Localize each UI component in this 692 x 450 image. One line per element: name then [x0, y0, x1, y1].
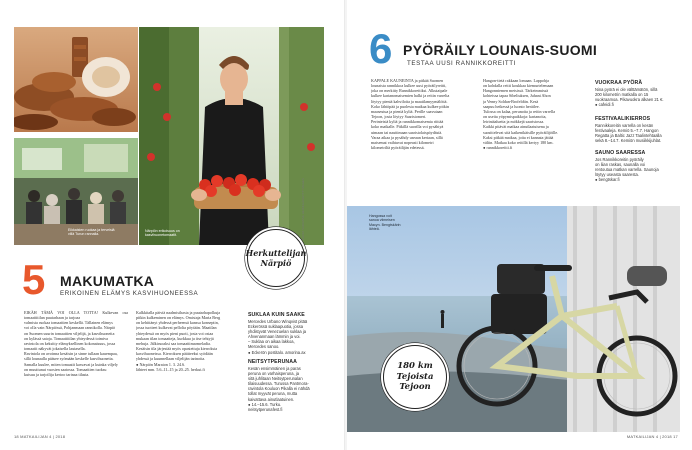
cafe-photo	[14, 138, 138, 245]
sidebar-heading-2: NEITSYTPERUNAA	[248, 359, 297, 365]
pastry-illustration	[14, 27, 138, 132]
tomato-illustration	[139, 27, 324, 245]
bike-caption: Hangossa voit sanoa viimeisen Macyn. Bengtskärin lähteä.	[369, 214, 401, 231]
sidebar-heading-2: FESTIVAALIKIERROS	[595, 116, 651, 122]
distance-stamp: 180 km Tejoista Tejoon	[383, 345, 447, 409]
headline: PYÖRÄILY LOUNAIS-SUOMI	[403, 42, 598, 58]
right-page	[347, 0, 692, 450]
herkuttelijan-stamp: Herkuttelijan Närpiö	[247, 229, 305, 287]
footer-right: MATKAILIJAN 4 | 2018 17	[626, 434, 678, 439]
cafe-caption: Eikkaisten ruokaa ja terveisiä villä Turun rannalla.	[68, 228, 115, 237]
body-column-1: KAPPALE KAUNEINTA ja pitkää Suomen lounaista rannikkoa kulkee uusi pyöräilyreitti, joka on merkitty Rannikkoreitiksi. Alkutaipale kulkee kartanomaisemien halki ja reitin varrelta löytyy pieniä kahviloita ja maatilamyymälöitä. Koko lähtöpää ja puolesta matkaa kulkee pitkin maaseutua ja pieniä kyliä. Perille saavutaan Tejoon, josta löytyy Saaristomeri. Perinteisiä kyliä ja rannikkomaisemia riittää koko matkalle. Pitkillä suorilla voi pysähtyä uimaan tai nauttimaan saaristolaispöydästä. Varaa aikaa ja pysähdy useaan kertaan, sillä maisemat vaihtuvat nopeasti kilometri kilometriltä pyöräilijän edetessä.	[371, 78, 450, 151]
headline: MAKUMATKA	[60, 273, 155, 289]
subheadline: TESTAA UUSI RANNIKKOREITTI	[407, 60, 516, 67]
section-number: 5	[22, 256, 46, 303]
sidebar-heading-1: SUKLAA KUIN SAAKE	[248, 312, 305, 318]
body-column-1: EIKÄH TÄMÄ VOI OLLA TOTTA! Kulkevan osa tomaattitilan puutarhaan ja tarjoaa valmista ruokaa tomaattien keskellä. Tällainen elämys voi olla vain Närpiössä, Pohjanmaan rannikolla. Närpiö on Suomen suurin tomaattien viljelijä, ja kasvihuoneita on kylässä satoja. Tomaattitilan yhteydessä toimiva ravintola on keksitty elämyksellinen kokonaisuus, jossa tomaatit näkyvät jokaisella lautasella. Ravintola on avoinna kesäisin ja sinne tullaan kauempaa, sillä lounaalla pääsee syömään keskelle kasvihuonetta. Samalla kuulee, miten tomaatit kasvavat ja kuinka viljely on muuttunut vuosien saatossa. Tomaattien tuoksu kutsuu ja tarjoilija kertoo tarinaa tilasta.	[24, 310, 128, 377]
sidebar-text-2: Rannikkoreitin varrella on kesän festivaaleja. Kemiö 5.–7.7. Hangon Regatta ja Baltic Jazz Taalintehtaalla sekä 8.–14.7. Kemiön musiikkijuhlat.	[595, 123, 662, 144]
greenhouse-caption: Närpiön erikoisuus on kasvihuonetomaatit.	[145, 229, 180, 238]
photo-credit: KUVAT SARIANNE HEIKKILÄ/GETTY IMAGES	[302, 178, 305, 240]
sidebar-heading-1: VUOKRAA PYÖRÄ	[595, 80, 643, 86]
left-page	[0, 0, 345, 450]
body-column-2: Kalkkitalla päiviä naalmisihasta ja puutarhapolkuja pitkin kulkeminen on elämys. Omistaja Maria Berg on kehittänyt yhdessä perheensä kanssa konseptin, jossa tuotteet kulkevat pellolta pöytään. Maatilan yhteydessä on myös pieni puoti, josta voi ostaa mukaan tilan tomaatteja, kurkkua ja itse tehtyjä mehuja. Jälkiruoaksi saa tomaattimarmeladia. Kesäisin tila järjestää myös opastettuja kierroksia kasvihuoneissa. Kierroksen päätteeksi syödään yhdessä ja kuunnellaan viljelijän tarinoita. ● Närpiön Maraton 1. 3. 24.6. lähteet mm. 5.6–11–15 ja 20–25. herkut.fi	[136, 310, 221, 372]
tomato-photo	[139, 27, 324, 245]
body-column-2: Hangon-tietä rakkaan lomaan. Lappohja on kohdalla reitti koukkaa kiemurtelemaan Hangonniemen metsissä. Tärkeimmissä kohteissa tapaa Sibeliuksen, Juhani Ahon ja Venny Soldan-Brofeldtin. Kesä saapuu hetkessä ja luonto heräilee. Tulossa on kalaa, perunoita ja reitin varrella on useita yöpymispaikkoja: kartanoita, leirintäalueita ja mökkejä saaristossa. Kaikki pitävät matkaa ainutlaatuisena ja suosittelevat sitä kaikenikäisille pyöräilijöille. Kaksi pitkää matkaa, joita ei kannata jättää väliin. Matkaa koko reitillä kertyy 180 km. ● rannikkoreitti.fi	[483, 78, 559, 151]
sidebar-text-1: Nina pyörä ei ole välttämätön, sillä 200 kilometrin matkalla on 15 vuokraamoa. Pikavuokra alkaen 21 €. ● cafeidi.fi	[595, 87, 664, 108]
section-number: 6	[369, 25, 393, 72]
footer-left: 18 MATKAILIJAN 4 | 2018	[14, 434, 66, 439]
sidebar-heading-3: SAUNO SAARESSA	[595, 150, 646, 156]
subheadline: ERIKOINEN ELÄMYS KASVIHUONEESSA	[60, 290, 199, 297]
sidebar-text-2: Kesän ensimmäinen ja paras peruna on varhaisperuna, ja sitä juhlitaan Neitsytperunalan tilaisuudessa. Turussa Pantmora- ravintola Kouluon Pikalla ei nähdä tollat myyvät peruna, mutta kaivattava ainutlaatuinen. ● 14.–15.6. Turku. neitsytperunafest.fi	[248, 366, 310, 412]
sidebar-text-1: Mercedes Urbano Winqvist pitää Eckerössä suklaapuotia, jossa yhdistyvät Venezuelan suklaa ja Ahvenanmaan lämmin ja voi. – Suklaa on aikaa lakkoa, Mercedes sanoo. ● Eckerön postitalo. amorina.ax	[248, 319, 308, 355]
pastry-photo	[14, 27, 138, 132]
sidebar-text-3: Jos Rannikkoreitin pyöräily on liian raskas, saunalla voi rentoutua matkan varrella. Saunoja löytyy useasta saaresta. ● bengtskar.fi	[595, 157, 659, 183]
